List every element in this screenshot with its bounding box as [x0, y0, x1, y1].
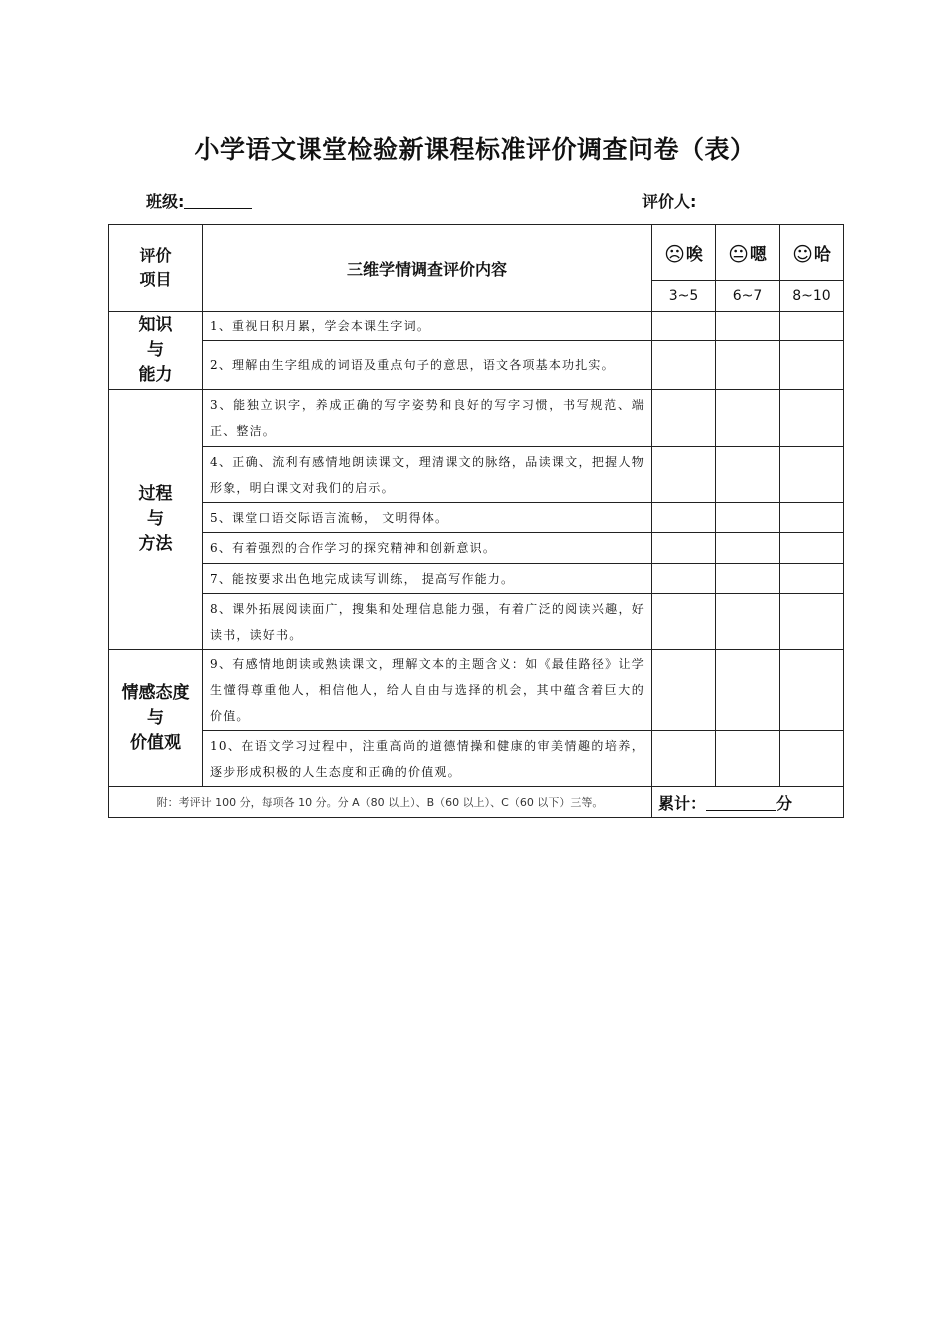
smile-face-icon: ☺	[792, 241, 813, 266]
range-low: 3~5	[652, 281, 716, 312]
category-attitude: 情感态度 与 价值观	[109, 650, 203, 787]
header-level-mid	[716, 225, 780, 281]
score-cell[interactable]	[780, 341, 844, 390]
item-10: 10、在语文学习过程中，注重高尚的道德情操和健康的审美情趣的培养，逐步形成积极的人生态度和正确的价值观。	[203, 731, 652, 787]
header-level-low	[652, 225, 716, 281]
score-cell[interactable]	[652, 564, 716, 594]
score-cell[interactable]	[652, 312, 716, 341]
class-label: 班级:	[146, 192, 185, 211]
score-cell[interactable]	[780, 731, 844, 787]
total-unit: 分	[776, 793, 793, 813]
table-row	[109, 564, 844, 594]
table-row	[109, 503, 844, 533]
item-2: 2、理解由生字组成的词语及重点句子的意思，语文各项基本功扎实。	[203, 341, 652, 390]
table-row	[109, 390, 844, 447]
score-cell[interactable]	[716, 594, 780, 650]
item-5: 5、课堂口语交际语言流畅， 文明得体。	[203, 503, 652, 533]
score-cell[interactable]	[716, 447, 780, 503]
page-title: 小学语文课堂检验新课程标准评价调查问卷（表）	[194, 135, 756, 164]
score-cell[interactable]	[716, 390, 780, 447]
header-item-cell	[109, 225, 203, 312]
level-high-label: 哈	[813, 244, 831, 265]
evaluator-label: 评价人:	[642, 192, 697, 211]
score-cell[interactable]	[716, 650, 780, 731]
header-row	[109, 225, 844, 281]
total-blank[interactable]	[706, 794, 776, 811]
evaluation-table	[108, 224, 844, 818]
total-label: 累计：	[658, 793, 707, 813]
total-cell	[652, 787, 844, 818]
score-cell[interactable]	[780, 650, 844, 731]
score-cell[interactable]	[716, 312, 780, 341]
item-9: 9、有感情地朗读或熟读课文，理解文本的主题含义：如《最佳路径》让学生懂得尊重他人，相信他人，给人自由与选择的机会，其中蕴含着巨大的价值。	[203, 650, 652, 731]
level-low-label: 唉	[685, 244, 703, 265]
score-cell[interactable]	[780, 312, 844, 341]
score-cell[interactable]	[780, 503, 844, 533]
item-8: 8、课外拓展阅读面广，搜集和处理信息能力强，有着广泛的阅读兴趣，好读书，读好书。	[203, 594, 652, 650]
score-cell[interactable]	[652, 533, 716, 564]
level-mid-label: 嗯	[749, 244, 767, 265]
score-cell[interactable]	[652, 341, 716, 390]
range-high: 8~10	[780, 281, 844, 312]
item-3: 3、能独立识字，养成正确的写字姿势和良好的写字习惯，书写规范、端正、整洁。	[203, 390, 652, 447]
score-cell[interactable]	[780, 390, 844, 447]
header-item-line1: 评价	[139, 246, 172, 265]
score-cell[interactable]	[780, 564, 844, 594]
table-row	[109, 650, 844, 731]
table-row	[109, 594, 844, 650]
header-item-line2: 项目	[139, 270, 172, 289]
score-cell[interactable]	[780, 533, 844, 564]
footer-row	[109, 787, 844, 818]
table-row	[109, 533, 844, 564]
table-row	[109, 447, 844, 503]
score-cell[interactable]	[716, 564, 780, 594]
score-cell[interactable]	[716, 731, 780, 787]
score-cell[interactable]	[716, 503, 780, 533]
class-field	[146, 189, 252, 212]
score-cell[interactable]	[716, 533, 780, 564]
neutral-face-icon: 😐	[728, 241, 749, 266]
score-cell[interactable]	[652, 503, 716, 533]
header-level-high	[780, 225, 844, 281]
frown-face-icon: ☹	[664, 241, 685, 266]
score-cell[interactable]	[780, 594, 844, 650]
item-4: 4、正确、流利有感情地朗读课文，理清课文的脉络，品读课文，把握人物形象，明白课文对我们的启示。	[203, 447, 652, 503]
table-row	[109, 731, 844, 787]
header-content-cell: 三维学情调查评价内容	[203, 225, 652, 312]
score-cell[interactable]	[652, 594, 716, 650]
score-cell[interactable]	[716, 341, 780, 390]
score-cell[interactable]	[652, 650, 716, 731]
category-knowledge: 知识 与 能力	[109, 312, 203, 390]
item-6: 6、有着强烈的合作学习的探究精神和创新意识。	[203, 533, 652, 564]
scoring-note: 附：考评计 100 分，每项各 10 分。分 A（80 以上）、B（60 以上）、C（60 以下）三等。	[109, 787, 652, 818]
range-mid: 6~7	[716, 281, 780, 312]
evaluator-field	[642, 189, 696, 212]
score-cell[interactable]	[652, 447, 716, 503]
table-row	[109, 341, 844, 390]
table-row	[109, 312, 844, 341]
score-cell[interactable]	[652, 731, 716, 787]
item-1: 1、重视日积月累，学会本课生字词。	[203, 312, 652, 341]
category-process: 过程 与 方法	[109, 390, 203, 650]
class-blank[interactable]	[184, 192, 252, 209]
score-cell[interactable]	[780, 447, 844, 503]
item-7: 7、能按要求出色地完成读写训练， 提高写作能力。	[203, 564, 652, 594]
score-cell[interactable]	[652, 390, 716, 447]
